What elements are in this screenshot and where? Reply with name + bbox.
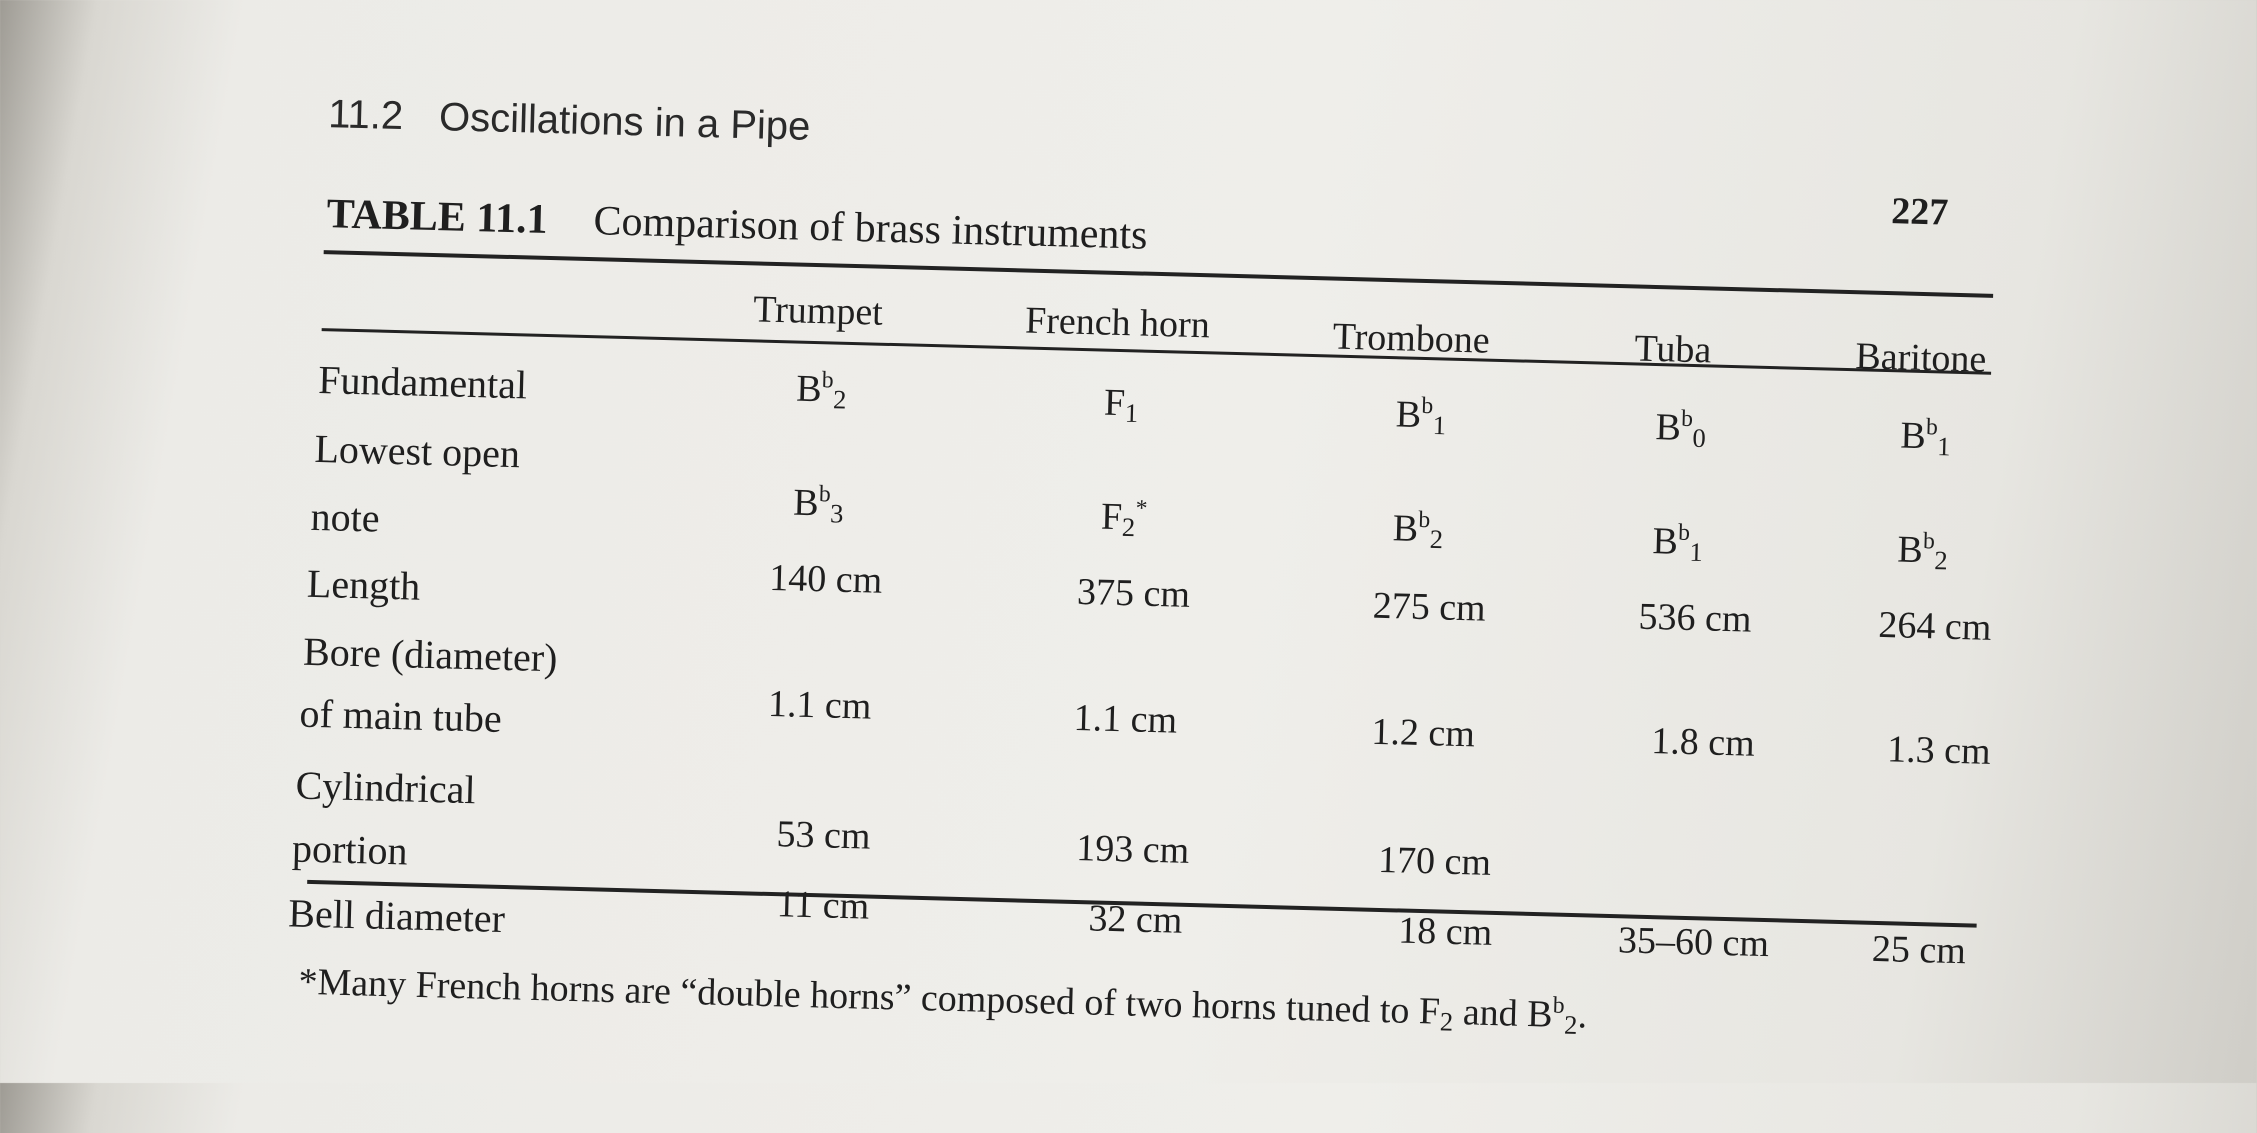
table-label: TABLE 11.1 bbox=[326, 191, 549, 243]
cell-bell-trumpet: 11 cm bbox=[776, 883, 870, 928]
cell-lowest-open-trombone: $B^b_2$ bbox=[1392, 506, 1444, 555]
row-label-fundamental: Fundamental bbox=[317, 357, 528, 408]
cell-lowest-open-french-horn: $F_2^*$ bbox=[1100, 495, 1148, 543]
row-label-bell-diameter: Bell diameter bbox=[287, 890, 506, 942]
row-label-lowest-open-2: note bbox=[310, 493, 381, 541]
cell-fundamental-baritone: $B^b_1$ bbox=[1899, 414, 1951, 462]
cell-length-trombone: 275 cm bbox=[1372, 584, 1487, 630]
cell-cylindrical-trumpet: 53 cm bbox=[776, 813, 872, 858]
cell-length-baritone: 264 cm bbox=[1877, 603, 1992, 649]
section-heading bbox=[328, 92, 811, 150]
cell-bell-tuba: 35–60 cm bbox=[1617, 919, 1770, 966]
row-label-length: Length bbox=[306, 560, 421, 609]
table-title: Comparison of brass instruments bbox=[592, 198, 1149, 259]
section-title: Oscillations in a Pipe bbox=[438, 95, 811, 149]
cell-fundamental-trumpet: $B^b_2$ bbox=[795, 367, 847, 415]
table-top-rule bbox=[324, 250, 1994, 298]
cell-lowest-open-tuba: $B^b_1$ bbox=[1652, 519, 1704, 568]
cell-fundamental-tuba: $B^b_0$ bbox=[1655, 405, 1707, 454]
column-header-baritone: Baritone bbox=[1854, 335, 1987, 381]
cell-fundamental-french-horn: $F_1$ bbox=[1103, 381, 1139, 429]
row-label-bore-1: Bore (diameter) bbox=[302, 628, 559, 681]
cell-length-trumpet: 140 cm bbox=[768, 556, 883, 602]
column-header-tuba: Tuba bbox=[1634, 327, 1712, 372]
cell-bore-tuba: 1.8 cm bbox=[1650, 720, 1756, 765]
cell-bore-french-horn: 1.1 cm bbox=[1073, 696, 1178, 742]
cell-length-french-horn: 375 cm bbox=[1076, 570, 1191, 616]
section-number: 11.2 bbox=[327, 92, 404, 139]
cell-bore-trombone: 1.2 cm bbox=[1370, 710, 1476, 756]
cell-cylindrical-trombone: 170 cm bbox=[1377, 838, 1492, 884]
cell-fundamental-trombone: $B^b_1$ bbox=[1395, 392, 1447, 441]
cell-bore-baritone: 1.3 cm bbox=[1886, 728, 1992, 773]
cell-bell-french-horn: 32 cm bbox=[1087, 897, 1183, 942]
table-caption bbox=[326, 190, 1148, 259]
column-header-trombone: Trombone bbox=[1332, 315, 1491, 362]
cell-cylindrical-french-horn: 193 cm bbox=[1075, 827, 1190, 872]
cell-lowest-open-baritone: $B^b_2$ bbox=[1896, 528, 1948, 576]
cell-length-tuba: 536 cm bbox=[1638, 595, 1753, 641]
row-label-cylindrical-2: portion bbox=[291, 825, 409, 874]
page-number: 227 bbox=[1890, 190, 1949, 234]
cell-bore-trumpet: 1.1 cm bbox=[767, 682, 872, 728]
table-footnote: *Many French horns are “double horns” composed of two horns tuned to $F_2$ and $B^b_2$. bbox=[298, 960, 1588, 1040]
row-label-cylindrical-1: Cylindrical bbox=[295, 762, 477, 813]
column-header-trumpet: Trumpet bbox=[752, 288, 884, 334]
row-label-bore-2: of main tube bbox=[299, 690, 503, 741]
column-header-french-horn: French horn bbox=[1024, 299, 1211, 347]
cell-bell-trombone: 18 cm bbox=[1397, 909, 1493, 954]
cell-lowest-open-trumpet: $B^b_3$ bbox=[792, 481, 844, 529]
row-label-lowest-open-1: Lowest open bbox=[313, 425, 521, 477]
cell-bell-baritone: 25 cm bbox=[1871, 927, 1967, 973]
